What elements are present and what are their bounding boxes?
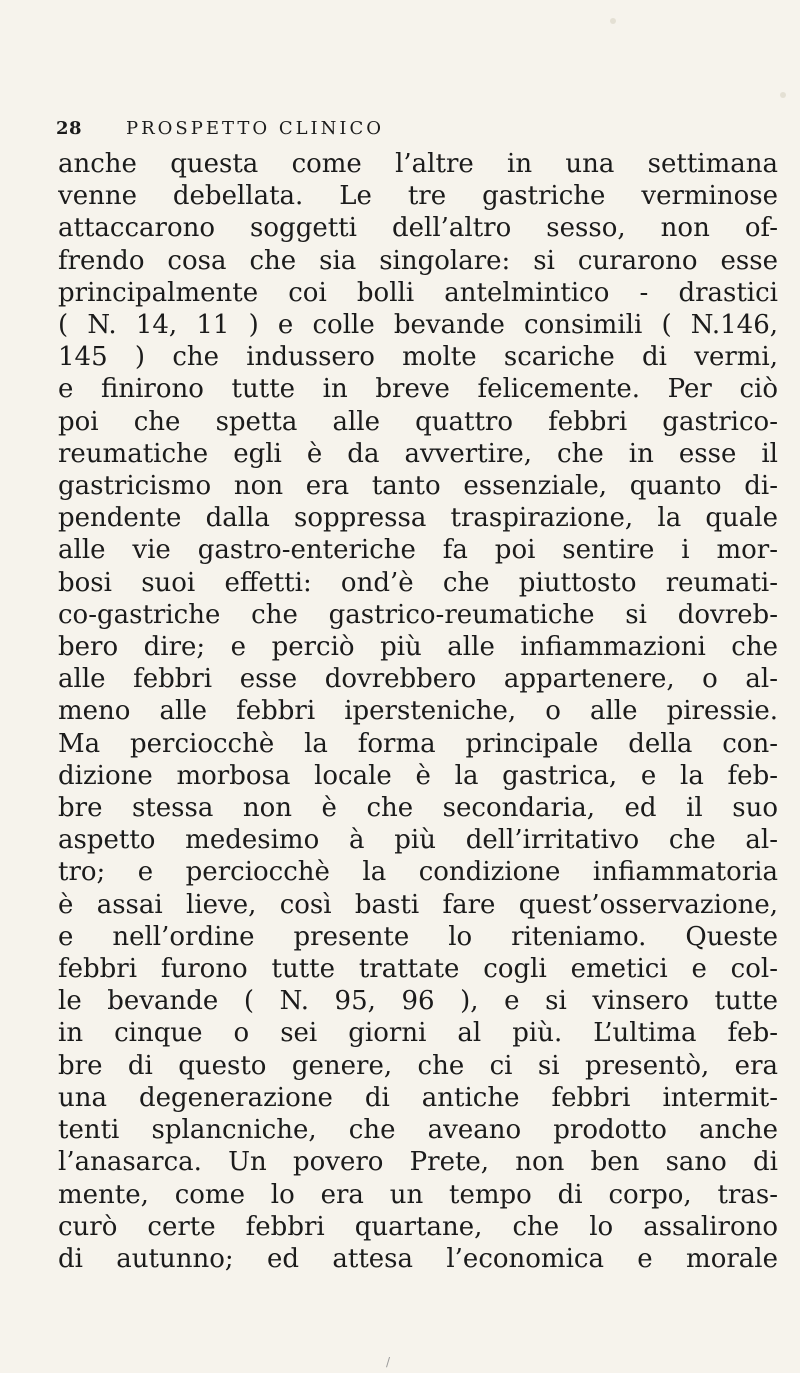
text-line: dizione morbosa locale è la gastrica, e la feb-: [58, 760, 778, 791]
paper-speck: [780, 92, 786, 98]
text-line: tenti splancniche, che aveano prodotto anche: [58, 1115, 778, 1146]
footer-mark: /: [386, 1355, 391, 1369]
text-line: l’anasarca. Un povero Prete, non ben sano di: [58, 1147, 778, 1178]
text-line: frendo cosa che sia singolare: si curarono esse: [58, 245, 778, 276]
text-line: di autunno; ed attesa l’economica e morale: [58, 1243, 778, 1274]
text-line: poi che spetta alle quattro febbri gastrico-: [58, 406, 778, 437]
text-line: meno alle febbri ipersteniche, o alle piressie.: [58, 696, 778, 727]
text-line: febbri furono tutte trattate cogli emetici e col-: [58, 954, 778, 985]
text-line: aspetto medesimo à più dell’irritativo che al-: [58, 825, 778, 856]
text-line: bosi suoi effetti: ond’è che piuttosto reumati-: [58, 567, 778, 598]
text-line: attaccarono soggetti dell’altro sesso, non of-: [58, 213, 778, 244]
text-line: alle febbri esse dovrebbero appartenere, o al-: [58, 664, 778, 695]
text-line: è assai lieve, così basti fare quest’osservazione,: [58, 889, 778, 920]
text-line: gastricismo non era tanto essenziale, quanto di-: [58, 471, 778, 502]
text-line: principalmente coi bolli antelmintico - drastici: [58, 277, 778, 308]
running-title: PROSPETTO CLINICO: [126, 118, 385, 139]
text-line: pendente dalla soppressa traspirazione, la quale: [58, 503, 778, 534]
page-number: 28: [56, 118, 83, 139]
text-line: 145 ) che indussero molte scariche di vermi,: [58, 342, 778, 373]
text-line: Ma perciocchè la forma principale della con-: [58, 728, 778, 759]
text-line: bero dire; e perciò più alle infiammazioni che: [58, 632, 778, 663]
text-line: co-gastriche che gastrico-reumatiche si dovreb-: [58, 599, 778, 630]
text-line: le bevande ( N. 95, 96 ), e si vinsero tutte: [58, 986, 778, 1017]
text-line: tro; e perciocchè la condizione infiammatoria: [58, 857, 778, 888]
text-line: reumatiche egli è da avvertire, che in esse il: [58, 438, 778, 469]
text-line: mente, come lo era un tempo di corpo, tras-: [58, 1179, 778, 1210]
text-line: alle vie gastro-enteriche fa poi sentire i mor-: [58, 535, 778, 566]
text-line: ( N. 14, 11 ) e colle bevande consimili ( N.146,: [58, 310, 778, 341]
text-line: venne debellata. Le tre gastriche verminose: [58, 181, 778, 212]
body-text: [58, 148, 778, 1275]
text-line: curò certe febbri quartane, che lo assalirono: [58, 1211, 778, 1242]
text-line: bre stessa non è che secondaria, ed il suo: [58, 793, 778, 824]
text-line: bre di questo genere, che ci si presentò, era: [58, 1050, 778, 1081]
page-header: [56, 118, 760, 148]
text-line: e nell’ordine presente lo riteniamo. Queste: [58, 921, 778, 952]
text-line: una degenerazione di antiche febbri intermit-: [58, 1082, 778, 1113]
paper-speck: [610, 18, 616, 24]
text-line: e finirono tutte in breve felicemente. Per ciò: [58, 374, 778, 405]
text-line: in cinque o sei giorni al più. L’ultima feb-: [58, 1018, 778, 1049]
text-line: anche questa come l’altre in una settimana: [58, 149, 778, 179]
